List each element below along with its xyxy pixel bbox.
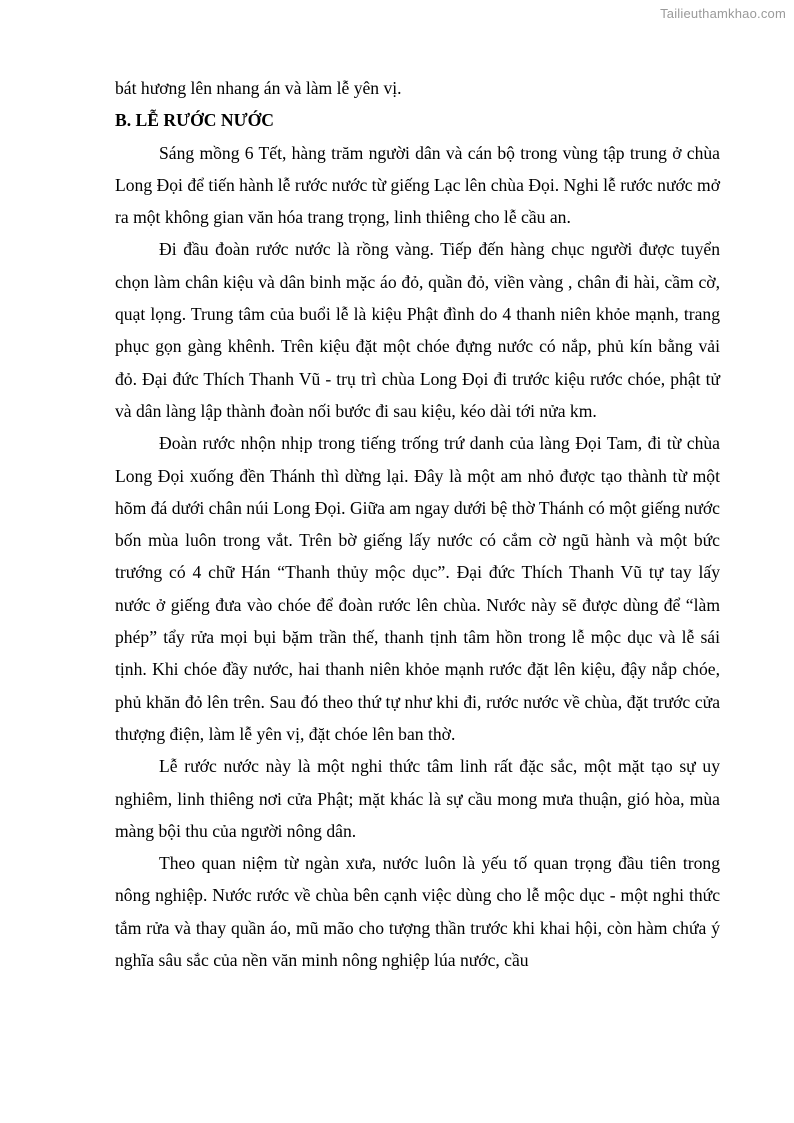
document-page	[115, 72, 720, 976]
paragraph-1: Sáng mồng 6 Tết, hàng trăm người dân và cán bộ trong vùng tập trung ở chùa Long Đọi để tiến hành lễ rước nước từ giếng Lạc lên chùa Đọi. Nghi lễ rước nước mở ra một không gian văn hóa trang trọng, linh thiêng cho lễ cầu an.	[115, 142, 720, 228]
opening-line: bát hương lên nhang án và làm lễ yên vị.	[115, 78, 402, 98]
paragraph-2: Đi đầu đoàn rước nước là rồng vàng. Tiếp đến hàng chục người được tuyển chọn làm chân kiệu và dân binh mặc áo đỏ, quần đỏ, viền vàng , chân đi hài, cầm cờ, quạt lọng. Trung tâm của buổi lễ là kiệu Phật đình do 4 thanh niên khỏe mạnh, trang phục gọn gàng khênh. Trên kiệu đặt một chóe đựng nước có nắp, phủ kín bằng vải đỏ. Đại đức Thích Thanh Vũ - trụ trì chùa Long Đọi đi trước kiệu rước chóe, phật tử và dân làng lập thành đoàn nối bước đi sau kiệu, kéo dài tới nửa km.	[115, 239, 720, 421]
paragraph-4: Lễ rước nước này là một nghi thức tâm linh rất đặc sắc, một mặt tạo sự uy nghiêm, linh thiêng nơi cửa Phật; mặt khác là sự cầu mong mưa thuận, gió hòa, mùa màng bội thu của người nông dân.	[115, 756, 720, 841]
watermark-text: Tailieuthamkhao.com	[660, 6, 786, 21]
paragraph-5: Theo quan niệm từ ngàn xưa, nước luôn là yếu tố quan trọng đầu tiên trong nông nghiệp. Nước rước về chùa bên cạnh việc dùng cho lễ mộc dục - một nghi thức tắm rửa và thay quần áo, mũ mão cho tượng thần trước khi khai hội, còn hàm chứa ý nghĩa sâu sắc của nền văn minh nông nghiệp lúa nước, cầu	[115, 853, 720, 971]
paragraph-3: Đoàn rước nhộn nhịp trong tiếng trống trứ danh của làng Đọi Tam, đi từ chùa Long Đọi xuống đền Thánh thì dừng lại. Đây là một am nhỏ được tạo thành từ một hõm đá dưới chân núi Long Đọi. Giữa am ngay dưới bệ thờ Thánh có một giếng nước bốn mùa luôn trong vắt. Trên bờ giếng lấy nước có cắm cờ ngũ hành và một bức trướng có 4 chữ Hán “Thanh thủy mộc dục”. Đại đức Thích Thanh Vũ tự tay lấy nước ở giếng đưa vào chóe để đoàn rước lên chùa. Nước này sẽ được dùng để “làm phép” tẩy rửa mọi bụi bặm trần thế, thanh tịnh tâm hồn trong lễ mộc dục và lễ sái tịnh. Khi chóe đầy nước, hai thanh niên khỏe mạnh rước đặt lên kiệu, đậy nắp chóe, phủ khăn đỏ lên trên. Sau đó theo thứ tự như khi đi, rước nước về chùa, đặt trước cửa thượng điện, làm lễ yên vị, đặt chóe lên ban thờ.	[115, 433, 720, 744]
section-heading: B. LỄ RƯỚC NƯỚC	[115, 110, 274, 131]
